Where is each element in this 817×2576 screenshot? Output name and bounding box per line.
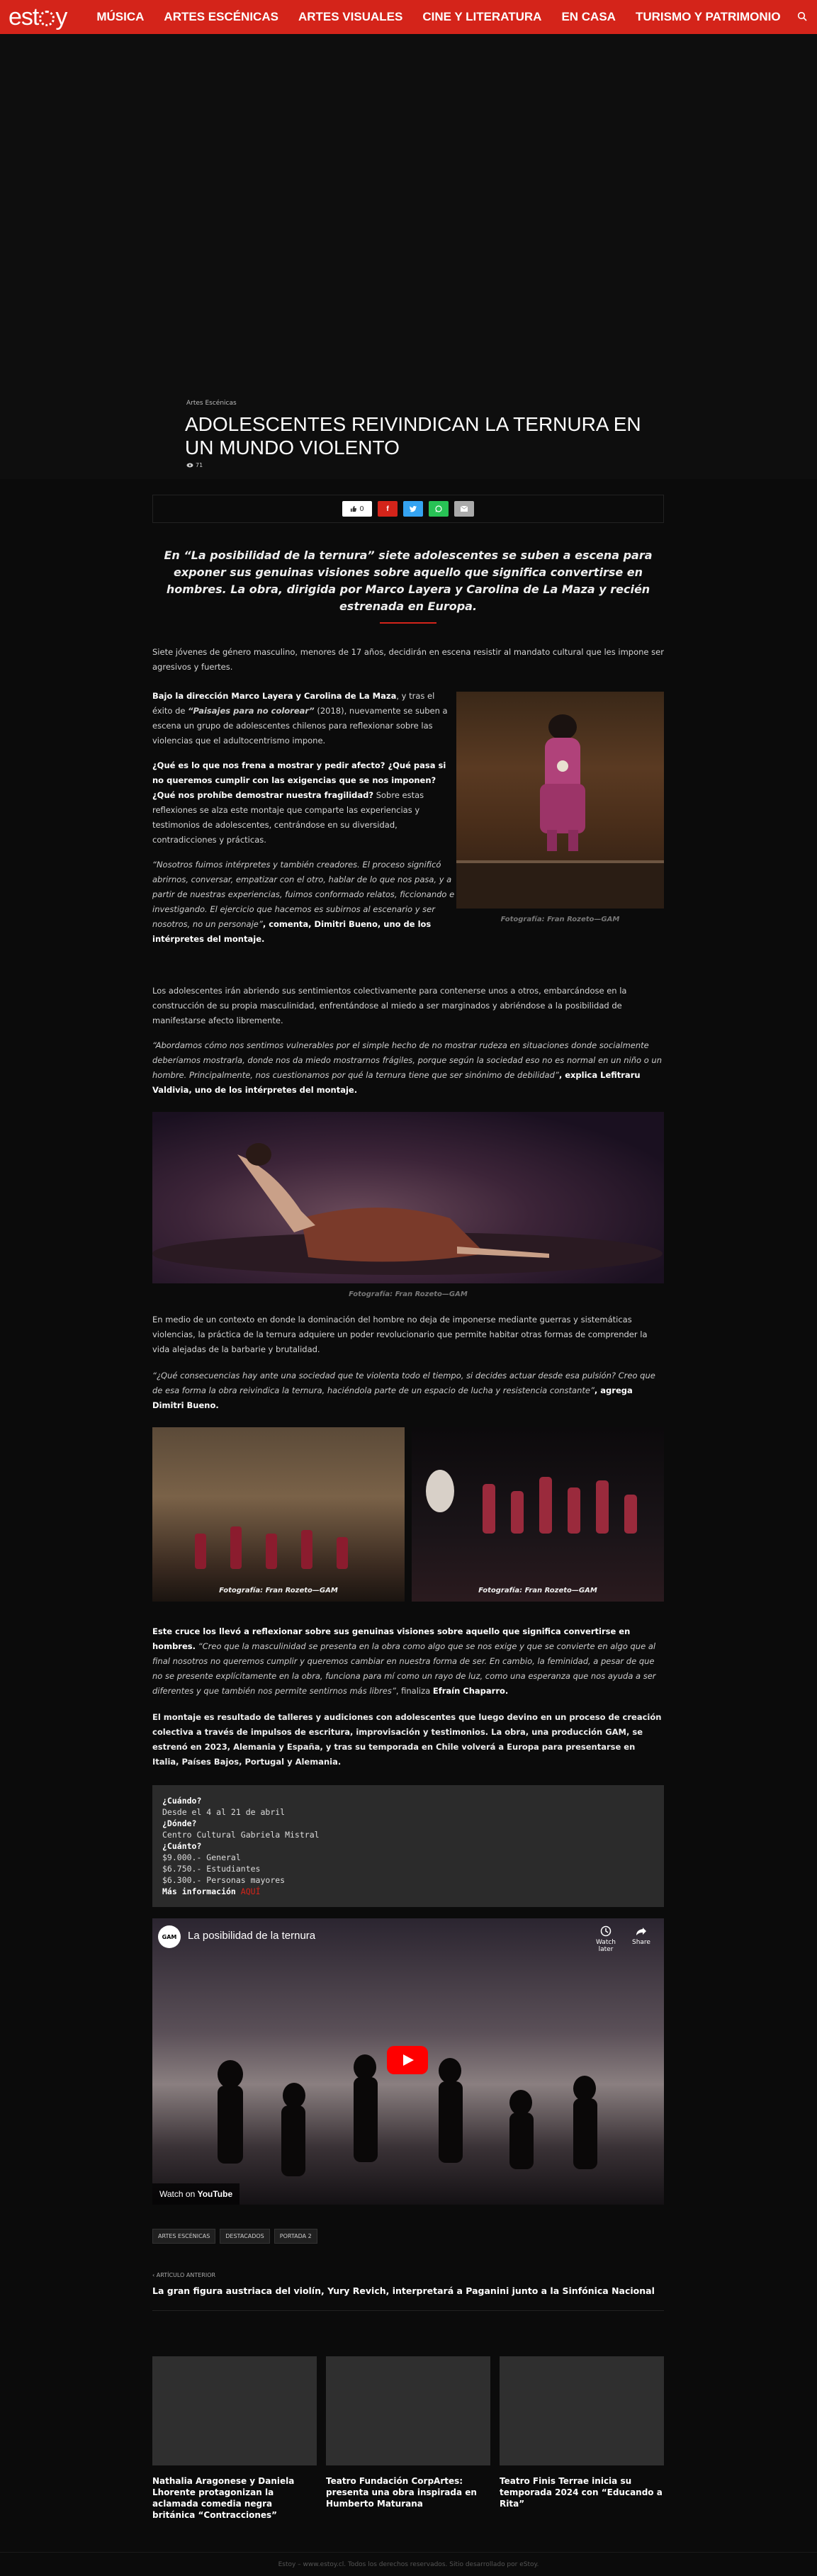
- related-article-3-image[interactable]: [500, 2356, 664, 2465]
- hero-category[interactable]: Artes Escénicas: [186, 400, 237, 407]
- nav-musica[interactable]: MÚSICA: [96, 10, 145, 23]
- related-article-1[interactable]: [152, 2356, 317, 2521]
- like-count: 0: [359, 505, 364, 513]
- play-button[interactable]: [387, 2046, 428, 2074]
- article-body: [152, 495, 664, 2521]
- watch-on-label: Watch on: [159, 2189, 196, 2199]
- photo-pair: [152, 1427, 664, 1602]
- p6-italic: “Abordamos cómo nos sentimos vulnerables por el simple hecho de no mostrar rudeza en situaciones donde socialmente deberíamos mostrarla, donde nos da miedo mostrarnos frágiles, porque según la sociedad eso no es normal en un niño o un hombre. Principalmente, nos cuestionamos por qué la ternura tiene que ser sinónimo de debilidad”: [152, 1040, 662, 1080]
- nav-turismo-patrimonio[interactable]: TURISMO Y PATRIMONIO: [635, 10, 781, 23]
- photo-3-scene: [152, 1427, 405, 1602]
- main-nav: [96, 10, 800, 24]
- twitter-icon: [410, 506, 417, 512]
- photo-2-scene: [152, 1112, 664, 1283]
- share-arrow-icon: [636, 1925, 647, 1937]
- p8-bold: , agrega Dimitri Bueno.: [152, 1385, 633, 1410]
- view-count: [186, 462, 203, 468]
- p2-bold: Bajo la dirección Marco Layera y Carolina de La Maza: [152, 691, 397, 701]
- tag-portada-2[interactable]: PORTADA 2: [274, 2229, 317, 2244]
- paragraph-10: El montaje es resultado de talleres y audiciones con adolescentes que luego devino en un proceso de creación colectiva a través de impulsos de escritura, improvisación y testimonios. La obra, una producción GAM, se estrenó en 2023, Alemania y España, y tras su temporada en Chile volverá a Europa para presentarse en Italia, Países Bajos, Portugal y Alemania.: [152, 1712, 662, 1767]
- info-where-value: Centro Cultural Gabriela Mistral: [162, 1830, 320, 1840]
- info-more-label: Más información: [162, 1886, 236, 1896]
- site-logo[interactable]: est y: [9, 3, 67, 30]
- site-footer: Estoy – www.estoy.cl. Todos los derechos reservados. Sitio desarrollado por eStoy.: [0, 2552, 817, 2576]
- paragraph-2: [152, 689, 456, 748]
- p9-bold: Este cruce los llevó a reflexionar sobre sus genuinas visiones sobre aquello que significa convertirse en hombres.: [152, 1626, 631, 1651]
- info-price-students: $6.750.- Estudiantes: [162, 1864, 261, 1874]
- search-icon[interactable]: [797, 11, 807, 21]
- watch-later-button[interactable]: [590, 1925, 621, 1953]
- related-article-1-image[interactable]: [152, 2356, 317, 2465]
- p3-bold: ¿Qué es lo que nos frena a mostrar y pedir afecto? ¿Qué pasa si no queremos cumplir con las exigencias que se nos imponen? ¿Qué nos prohíbe demostrar nuestra fragilidad?: [152, 760, 446, 800]
- share-bar: [152, 495, 664, 523]
- p9-mid: , finaliza: [395, 1686, 433, 1696]
- photo-1-caption: Fotografía: Fran Rozeto—GAM: [500, 916, 620, 923]
- share-video-button[interactable]: [626, 1925, 657, 1946]
- nav-en-casa[interactable]: EN CASA: [561, 10, 616, 23]
- p2-mid: , y tras el éxito de: [152, 691, 435, 716]
- related-article-1-title[interactable]: Nathalia Aragonese y Daniela Lhorente protagonizan la aclamada comedia negra británica “Contracciones”: [152, 2476, 295, 2520]
- photo-3: [152, 1427, 405, 1602]
- previous-article-label-text: ARTÍCULO ANTERIOR: [156, 2272, 216, 2278]
- hero-section: [0, 34, 817, 479]
- view-count-value: 71: [196, 462, 203, 468]
- photo-1-image: [456, 692, 664, 909]
- previous-article: [152, 2272, 664, 2311]
- watch-later-label: Watch later: [595, 1939, 616, 1953]
- paragraph-4: [152, 857, 456, 947]
- photo-2: [152, 1112, 664, 1298]
- previous-article-label: ‹ ARTÍCULO ANTERIOR: [152, 2272, 216, 2278]
- share-video-label: Share: [632, 1939, 650, 1946]
- like-button[interactable]: [342, 501, 372, 517]
- eye-icon: [186, 463, 193, 468]
- tag-artes-escenicas[interactable]: ARTES ESCÉNICAS: [152, 2229, 215, 2244]
- info-more-link[interactable]: AQUÍ: [240, 1886, 261, 1896]
- mail-icon: [461, 506, 468, 512]
- article-lead: En “La posibilidad de la ternura” siete adolescentes se suben a escena para exponer sus genuinas visiones sobre aquello que significa convertirse en hombres. La obra, dirigida por Marco Layera y Carolina de La Maza y recién estrenada en Europa.: [164, 549, 653, 613]
- tag-destacados[interactable]: DESTACADOS: [220, 2229, 269, 2244]
- p6-bold: , explica Lefitraru Valdivia, uno de los intérpretes del montaje.: [152, 1070, 641, 1095]
- nav-cine-literatura[interactable]: CINE Y LITERATURA: [422, 10, 542, 23]
- previous-article-link[interactable]: La gran figura austriaca del violín, Yury Revich, interpretará a Paganini junto a la Sinfónica Nacional: [152, 2285, 655, 2296]
- facebook-icon: f: [386, 505, 389, 513]
- p9-italic: “Creo que la masculinidad se presenta en la obra como algo que se nos exige y que se convierte en algo que al final nosotros no queremos cumplir y queremos cambiar en nuestra forma de ser. En cambio, la feminidad, a pesar de que no se presente explícitamente en la obra, funciona para mí como un rayo de luz, como una esperanza que nos ayuda a ser diferentes y que también nos permite sentirnos más libres”: [152, 1641, 656, 1696]
- photo-2-caption: Fotografía: Fran Rozeto—GAM: [349, 1290, 468, 1298]
- photo-4-scene: [412, 1427, 664, 1602]
- info-when-value: Desde el 4 al 21 de abril: [162, 1807, 286, 1817]
- youtube-logo: YouTube: [197, 2189, 233, 2199]
- whatsapp-share-button[interactable]: [429, 501, 449, 517]
- video-title[interactable]: La posibilidad de la ternura: [188, 1930, 316, 1942]
- p9-bold2: Efraín Chaparro.: [432, 1686, 509, 1696]
- lead-divider: [380, 622, 436, 624]
- p8-italic: “¿Qué consecuencias hay ante una sociedad que te violenta todo el tiempo, si decides actuar desde esa pulsión? Creo que de esa forma la obra reivindica la ternura, haciéndola parte de un espacio de lucha y resistencia constante”: [152, 1371, 655, 1395]
- related-articles: [152, 2356, 664, 2521]
- channel-avatar[interactable]: GAM: [158, 1925, 181, 1948]
- p4-italic: “Nosotros fuimos intérpretes y también creadores. El proceso significó abrirnos, conversar, empatizar con el otro, hablar de lo que nos pasa, y a partir de nuestras experiencias, fuimos conformado relatos, ficcionando e investigando. El ejercicio que hacemos es subirnos al escenario y ser nosotros, no un personaje”: [152, 860, 455, 929]
- clock-icon: [600, 1925, 612, 1937]
- photo-4: [412, 1427, 664, 1602]
- email-share-button[interactable]: [454, 501, 474, 517]
- related-article-3[interactable]: [500, 2356, 664, 2521]
- paragraph-1: Siete jóvenes de género masculino, menores de 17 años, decidirán en escena resistir al mandato cultural que les impone ser agresivos y fuertes.: [152, 647, 664, 672]
- float-text: [152, 689, 456, 957]
- p2-italic: “Paisajes para no colorear”: [188, 706, 315, 716]
- related-article-3-title[interactable]: Teatro Finis Terrae inicia su temporada 2024 con “Educando a Rita”: [500, 2476, 663, 2509]
- event-info-box: [152, 1785, 664, 1907]
- paragraph-7: En medio de un contexto en donde la dominación del hombre no deja de imponerse mediante guerras y sistemáticas violencias, la práctica de la ternura adquiere un poder revolucionario que permite habitar otras formas de comprender la vida alejadas de la barbarie y brutalidad.: [152, 1315, 648, 1354]
- youtube-embed[interactable]: [152, 1918, 664, 2205]
- tag-list: [152, 2229, 664, 2244]
- photo-1-scene: [456, 692, 664, 909]
- watch-on-youtube-button[interactable]: [152, 2183, 240, 2205]
- related-article-2[interactable]: [326, 2356, 490, 2521]
- nav-artes-visuales[interactable]: ARTES VISUALES: [298, 10, 403, 23]
- paragraph-3: [152, 758, 456, 848]
- photo-3-caption: Fotografía: Fran Rozeto—GAM: [219, 1587, 338, 1594]
- photo-2-image: [152, 1112, 664, 1283]
- info-price-general: $9.000.- General: [162, 1852, 241, 1862]
- p2-rest: (2018), nuevamente se suben a escena un grupo de adolescentes chilenos para reflexionar sobre las violencias que el adultocentrismo impone.: [152, 706, 448, 746]
- info-price-label: ¿Cuánto?: [162, 1841, 202, 1851]
- photo-1: [456, 692, 664, 957]
- paragraph-6: [152, 1038, 664, 1098]
- info-when-label: ¿Cuándo?: [162, 1796, 202, 1806]
- facebook-share-button[interactable]: [378, 501, 398, 517]
- paragraph-8: [152, 1368, 664, 1413]
- p4-bold: , comenta, Dimitri Bueno, uno de los intérpretes del montaje.: [152, 919, 432, 944]
- paragraph-5: Los adolescentes irán abriendo sus sentimientos colectivamente para contenerse unos a otros, embarcándose en la construcción de su propia masculinidad, enfrentándose al miedo a ser marginados y abriéndose a la posibilidad de manifestarse afecto libremente.: [152, 986, 627, 1025]
- info-price-seniors: $6.300.- Personas mayores: [162, 1875, 286, 1885]
- paragraph-9: [152, 1624, 664, 1699]
- info-where-label: ¿Dónde?: [162, 1818, 197, 1828]
- photo-4-caption: Fotografía: Fran Rozeto—GAM: [478, 1587, 597, 1594]
- float-block: [152, 689, 664, 957]
- p3-rest: Sobre estas reflexiones se alza este montaje que comparte las experiencias y testimonios de adolescentes, centrándose en su diversidad, contradicciones y prácticas.: [152, 790, 424, 845]
- related-article-2-image[interactable]: [326, 2356, 490, 2465]
- top-navbar: [0, 0, 817, 34]
- twitter-share-button[interactable]: [403, 501, 423, 517]
- nav-artes-escenicas[interactable]: ARTES ESCÉNICAS: [164, 10, 278, 23]
- thumbs-up-icon: [350, 506, 356, 512]
- related-article-2-title[interactable]: Teatro Fundación CorpArtes: presenta una obra inspirada en Humberto Maturana: [326, 2476, 477, 2509]
- article-title: ADOLESCENTES REIVINDICAN LA TERNURA EN UN MUNDO VIOLENTO: [185, 413, 641, 459]
- whatsapp-icon: [435, 505, 442, 512]
